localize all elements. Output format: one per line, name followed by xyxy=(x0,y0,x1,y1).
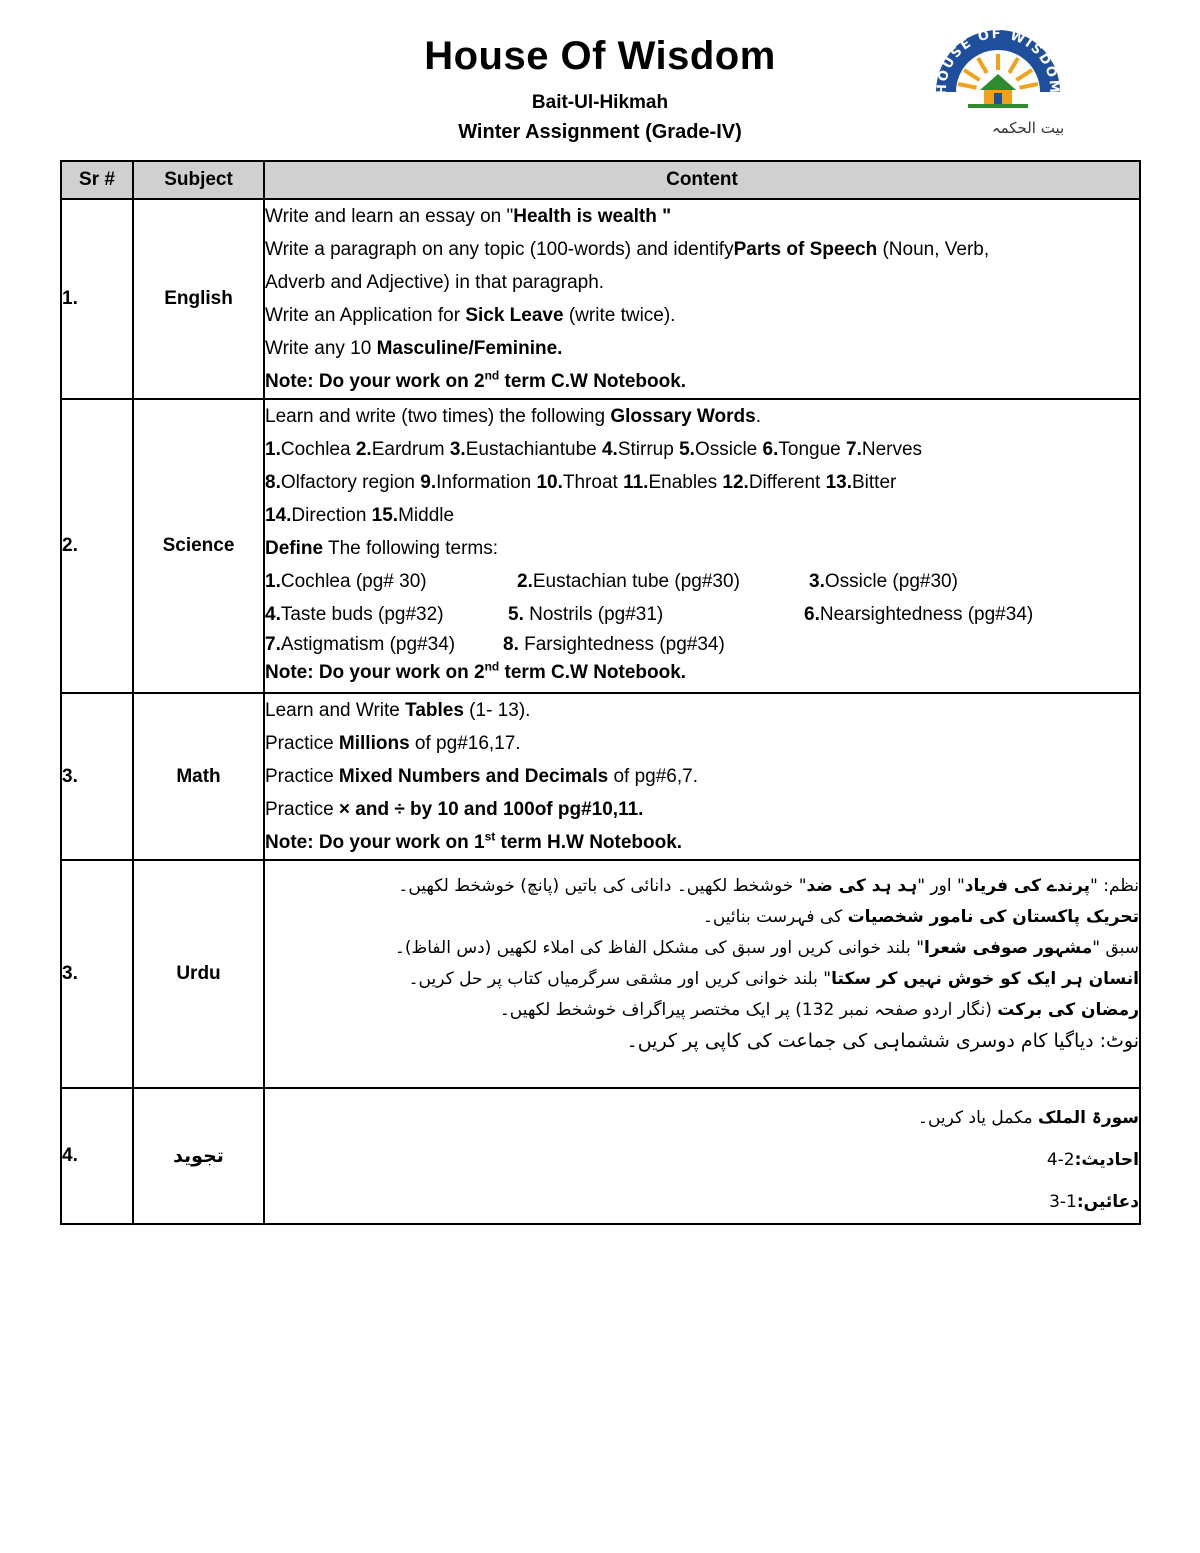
sr-number: 2. xyxy=(61,399,133,693)
sr-number: 3. xyxy=(61,693,133,860)
urdu-content xyxy=(264,860,1140,1088)
content-line: Learn and write (two times) the following Glossary Words. xyxy=(265,406,761,427)
urdu-line: دعائیں:1-3 xyxy=(1049,1192,1139,1212)
urdu-line: رمضان کی برکت (نگار اردو صفحہ نمبر 132) پر ایک مختصر پیراگراف خوشخط لکھیں۔ xyxy=(499,1000,1139,1020)
math-content xyxy=(264,693,1140,860)
urdu-line: انسان ہر ایک کو خوش نہیں کر سکتا" بلند خوانی کریں اور مشقی سرگرمیاں کتاب پر حل کریں۔ xyxy=(408,969,1139,989)
content-line: Practice Mixed Numbers and Decimals of pg#6,7. xyxy=(265,766,698,787)
table-row-tajweed xyxy=(61,1088,1140,1224)
urdu-line: احادیث:2-4 xyxy=(1046,1150,1139,1170)
note-line: Note: Do your work on 1st term H.W Notebook. xyxy=(265,829,683,853)
content-line: Write a paragraph on any topic (100-words) and identifyParts of Speech (Noun, Verb, xyxy=(265,239,990,260)
content-line: Write an Application for Sick Leave (write twice). xyxy=(265,305,676,326)
sr-number: 4. xyxy=(61,1088,133,1224)
urdu-line: سورۃ الملک مکمل یاد کریں۔ xyxy=(918,1108,1139,1128)
page-header xyxy=(0,0,1200,160)
header-sr: Sr # xyxy=(61,161,133,199)
note-line: Note: Do your work on 2nd term C.W Notebook. xyxy=(265,659,687,683)
urdu-line: سبق "مشہور صوفی شعرا" بلند خوانی کریں اور سبق کی مشکل الفاظ کی املاء لکھیں (دس الفاظ)۔ xyxy=(394,938,1139,958)
table-row-urdu xyxy=(61,860,1140,1088)
content-line: Adverb and Adjective) in that paragraph. xyxy=(265,272,605,293)
tajweed-content xyxy=(264,1088,1140,1224)
urdu-line: تحریک پاکستان کی نامور شخصیات کی فہرست بنائیں۔ xyxy=(702,907,1139,927)
header-content: Content xyxy=(264,161,1140,199)
content-line: Practice Millions of pg#16,17. xyxy=(265,733,521,754)
svg-text:بیت الحکمہ: بیت الحکمہ xyxy=(991,119,1065,137)
subject-name: English xyxy=(133,199,264,399)
house-of-wisdom-logo xyxy=(928,18,1068,143)
glossary-line: 1.Cochlea 2.Eardrum 3.Eustachiantube 4.Stirrup 5.Ossicle 6.Tongue 7.Nerves xyxy=(265,439,923,460)
table-row-math xyxy=(61,693,1140,860)
glossary-line: 14.Direction 15.Middle xyxy=(265,505,455,526)
assignment-title: Winter Assignment (Grade-IV) xyxy=(458,121,742,143)
subject-name: تجوید xyxy=(133,1088,264,1224)
table-row-science xyxy=(61,399,1140,693)
svg-text:HOUSE OF WISDOM: HOUSE OF WISDOM xyxy=(934,26,1062,96)
glossary-line: 8.Olfactory region 9.Information 10.Throat 11.Enables 12.Different 13.Bitter xyxy=(265,472,897,493)
content-line: Practice × and ÷ by 10 and 100of pg#10,11. xyxy=(265,799,644,820)
header-subject: Subject xyxy=(133,161,264,199)
content-line: Learn and Write Tables (1- 13). xyxy=(265,700,531,721)
subject-name: Science xyxy=(133,399,264,693)
sr-number: 1. xyxy=(61,199,133,399)
terms-row: 1.Cochlea (pg# 30) 2.Eustachian tube (pg#30) 3.Ossicle (pg#30) xyxy=(265,571,958,592)
content-line: Write and learn an essay on "Health is wealth " xyxy=(265,206,672,227)
content-line: Write any 10 Masculine/Feminine. xyxy=(265,338,563,359)
science-content xyxy=(264,399,1140,693)
subject-name: Urdu xyxy=(133,860,264,1088)
urdu-note-line: نوٹ: دیاگیا کام دوسری ششماہی کی جماعت کی کاپی پر کریں۔ xyxy=(626,1030,1139,1052)
subject-name: Math xyxy=(133,693,264,860)
terms-row: 7.Astigmatism (pg#34) 8. Farsightedness (pg#34) xyxy=(265,634,725,655)
table-row-english xyxy=(61,199,1140,399)
sr-number: 3. xyxy=(61,860,133,1088)
english-content xyxy=(264,199,1140,399)
assignment-table xyxy=(60,160,1141,1225)
page-subtitle: Bait-Ul-Hikmah xyxy=(531,92,669,113)
page-title: House Of Wisdom xyxy=(424,34,776,78)
terms-row: 4.Taste buds (pg#32) 5. Nostrils (pg#31) 6.Nearsightedness (pg#34) xyxy=(265,604,1034,625)
define-line: Define The following terms: xyxy=(265,538,499,559)
note-line: Note: Do your work on 2nd term C.W Notebook. xyxy=(265,368,687,392)
table-header-row xyxy=(61,161,1140,199)
urdu-line: نظم: "پرندے کی فریاد" اور "ہد ہد کی ضد" خوشخط لکھیں۔ دانائی کی باتیں (پانچ) خوشخط لکھیں۔ xyxy=(398,876,1139,896)
